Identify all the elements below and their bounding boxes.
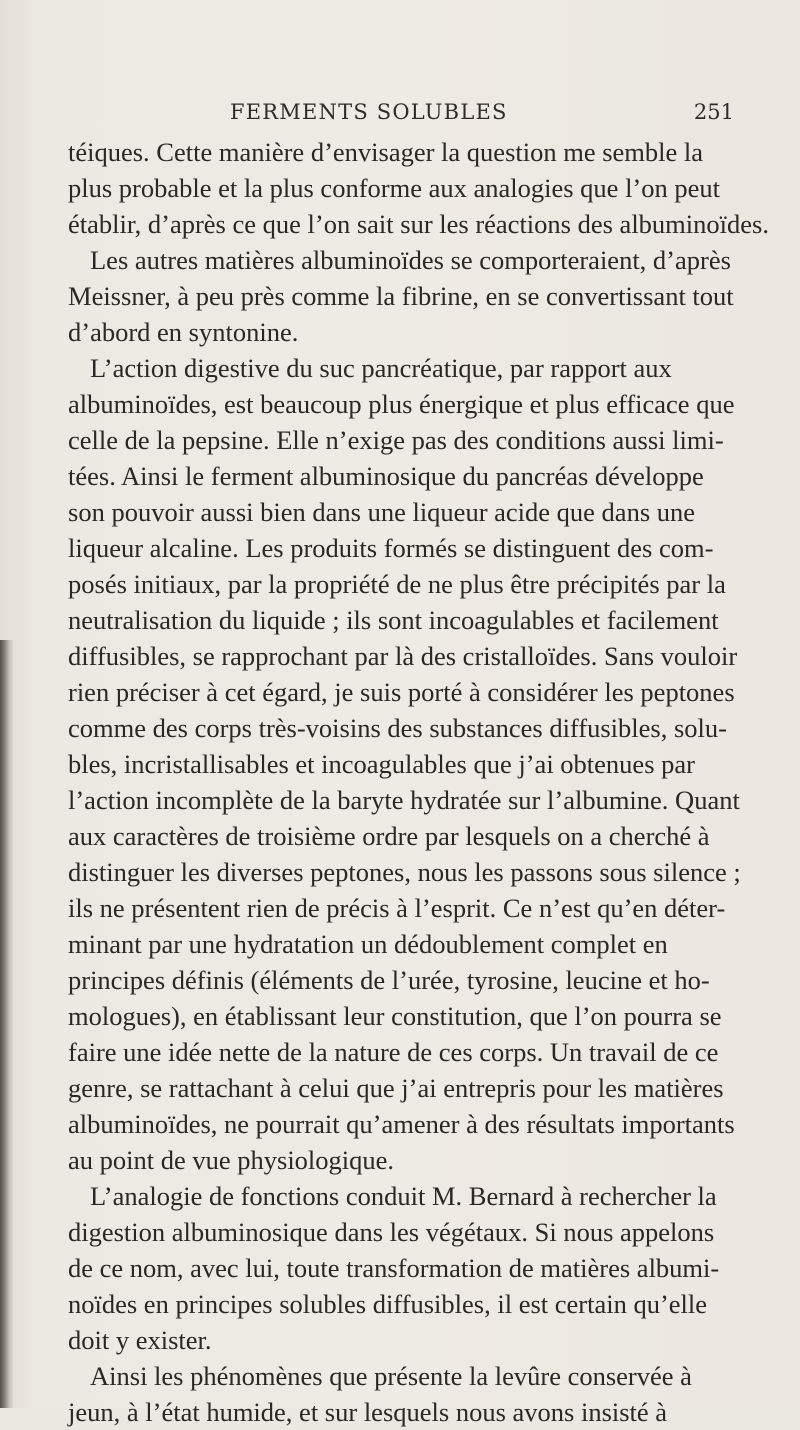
- text-line: liqueur alcaline. Les produits formés se distinguent des com-: [68, 533, 714, 563]
- text-line: diffusibles, se rapprochant par là des cristalloïdes. Sans vouloir: [68, 641, 738, 671]
- text-line: de ce nom, avec lui, toute transformation de matières albumi-: [68, 1253, 720, 1283]
- text-line: rien préciser à cet égard, je suis porté à considérer les peptones: [68, 677, 735, 707]
- text-line: albuminoïdes, ne pourrait qu’amener à des résultats importants: [68, 1109, 735, 1139]
- page-gutter-shadow: [0, 640, 14, 1408]
- text-line: son pouvoir aussi bien dans une liqueur acide que dans une: [68, 497, 696, 527]
- text-line: Les autres matières albuminoïdes se comporteraient, d’après: [90, 245, 731, 275]
- text-line: bles, incristallisables et incoagulables que j’ai obtenues par: [68, 749, 695, 779]
- text-line: digestion albuminosique dans les végétaux. Si nous appelons: [68, 1217, 715, 1247]
- text-line: l’action incomplète de la baryte hydratée sur l’albumine. Quant: [68, 785, 740, 815]
- text-line: Meissner, à peu près comme la fibrine, en se convertissant tout: [68, 281, 734, 311]
- text-line: celle de la pepsine. Elle n’exige pas des conditions aussi limi-: [68, 425, 724, 455]
- text-line: noïdes en principes solubles diffusibles, il est certain qu’elle: [68, 1289, 708, 1319]
- running-head-title: FERMENTS SOLUBLES: [230, 100, 508, 124]
- text-line: téiques. Cette manière d’envisager la question me semble la: [68, 137, 704, 167]
- text-line: aux caractères de troisième ordre par lesquels on a cherché à: [68, 821, 710, 851]
- text-line: genre, se rattachant à celui que j’ai entrepris pour les matières: [68, 1073, 724, 1103]
- text-line: établir, d’après ce que l’on sait sur les réactions des albuminoïdes.: [68, 209, 769, 239]
- text-line: d’abord en syntonine.: [68, 317, 299, 347]
- text-line: doit y exister.: [68, 1325, 212, 1355]
- text-line: tées. Ainsi le ferment albuminosique du pancréas développe: [68, 461, 704, 491]
- text-line: posés initiaux, par la propriété de ne plus être précipités par la: [68, 569, 726, 599]
- text-line: ils ne présentent rien de précis à l’esprit. Ce n’est qu’en déter-: [68, 893, 726, 923]
- text-line: Ainsi les phénomènes que présente la levûre conservée à: [90, 1361, 692, 1391]
- text-line: distinguer les diverses peptones, nous les passons sous silence ;: [68, 857, 741, 887]
- text-line: mologues), en établissant leur constitution, que l’on pourra se: [68, 1001, 722, 1031]
- text-line: L’analogie de fonctions conduit M. Bernard à rechercher la: [90, 1181, 717, 1211]
- text-line: plus probable et la plus conforme aux analogies que l’on peut: [68, 173, 721, 203]
- page-number: 251: [693, 100, 734, 124]
- text-line: albuminoïdes, est beaucoup plus énergique et plus efficace que: [68, 389, 735, 419]
- text-line: minant par une hydratation un dédoublement complet en: [68, 929, 668, 959]
- text-line: neutralisation du liquide ; ils sont incoagulables et facilement: [68, 605, 719, 635]
- text-line: comme des corps très-voisins des substances diffusibles, solu-: [68, 713, 727, 743]
- text-line: principes définis (éléments de l’urée, tyrosine, leucine et ho-: [68, 965, 710, 995]
- text-line: L’action digestive du suc pancréatique, par rapport aux: [90, 353, 672, 383]
- text-line: au point de vue physiologique.: [68, 1145, 395, 1175]
- text-line: faire une idée nette de la nature de ces corps. Un travail de ce: [68, 1037, 719, 1067]
- text-line: jeun, à l’état humide, et sur lesquels nous avons insisté à: [68, 1397, 668, 1427]
- running-head: [60, 100, 760, 130]
